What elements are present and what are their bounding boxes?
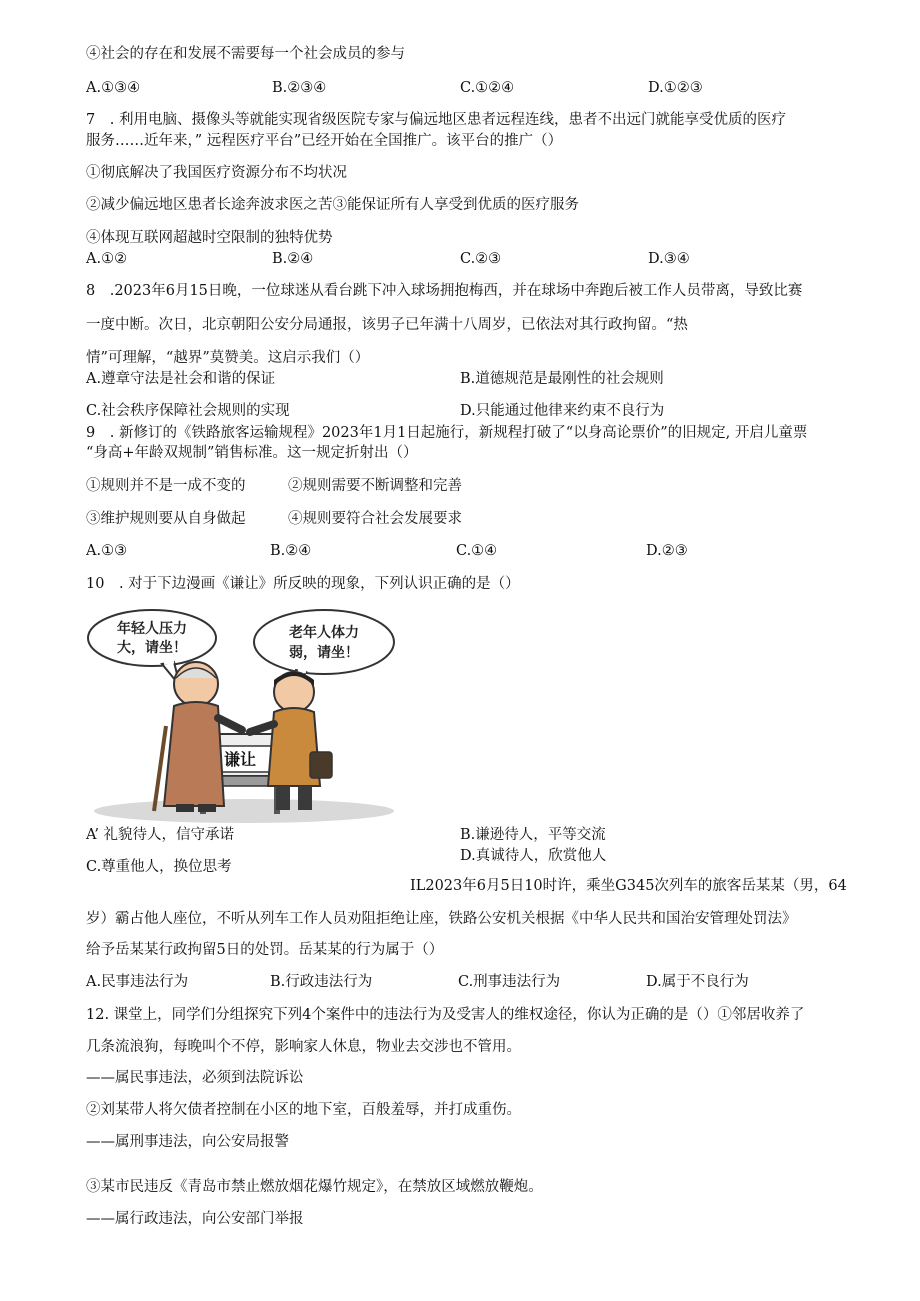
q6-option-a: A.①③④	[86, 80, 141, 96]
q11-stem-line-2: 岁）霸占他人座位，不听从列车工作人员劝阻拒绝让座，铁路公安机关根据《中华人民共和国治安管理处罚法》	[86, 911, 797, 927]
q9-item-1: ①规则并不是一成不变的	[86, 478, 246, 494]
bubble-left-line-2: 大，请坐！	[117, 639, 187, 655]
q12-answer-3: ——属行政违法，向公安部门举报	[86, 1211, 304, 1227]
q12-stem-line-2: 几条流浪狗，每晚叫个不停，影响家人休息，物业去交涉也不管用。	[86, 1039, 521, 1055]
q8-option-d: D.只能通过他律来约束不良行为	[460, 403, 665, 419]
q8-option-a: A.遵章守法是社会和谐的保证	[86, 371, 276, 387]
q8-stem-line-1: 8 .2023年6月15日晚，一位球迷从看台跳下冲入球场拥抱梅西，并在球场中奔跑后被工作人员带离，导致比赛	[86, 283, 803, 299]
q9-item-4: ④规则要符合社会发展要求	[288, 511, 462, 527]
q11-option-d: D.属于不良行为	[646, 974, 749, 990]
q7-stem-line-1: 7 . 利用电脑、摄像头等就能实现省级医院专家与偏远地区患者远程连线，患者不出远门就能享受优质的医疗	[86, 112, 786, 128]
q10-option-a: A’ 礼貌待人，信守承诺	[86, 827, 235, 843]
q11-option-b: B.行政违法行为	[270, 974, 373, 990]
q7-option-d: D.③④	[648, 251, 690, 267]
q10-option-c: C.尊重他人，换位思考	[86, 859, 232, 875]
q8-stem-line-2: 一度中断。次日，北京朝阳公安分局通报，该男子已年满十八周岁，已依法对其行政拘留。“热	[86, 317, 688, 333]
q10-option-b: B.谦逊待人，平等交流	[460, 827, 606, 843]
bubble-right-line-2: 弱，请坐！	[289, 644, 359, 660]
q10-option-d: D.真诚待人，欣赏他人	[460, 848, 607, 864]
bubble-right-line-1: 老年人体力	[289, 624, 359, 640]
q12-case-2: ②刘某带人将欠债者控制在小区的地下室，百般羞辱，并打成重伤。	[86, 1102, 521, 1118]
q11-option-c: C.刑事违法行为	[458, 974, 561, 990]
q7-item-4: ④体现互联网超越时空限制的独特优势	[86, 230, 333, 246]
q11-stem-line-3: 给予岳某某行政拘留5日的处罚。岳某某的行为属于（）	[86, 942, 444, 958]
q7-stem-line-2: 服务……近年来，” 远程医疗平台”已经开始在全国推广。该平台的推广（）	[86, 133, 563, 149]
q9-option-c: C.①④	[456, 543, 498, 559]
q9-stem-line-2: “身高+年龄双规制”销售标准。这一规定折射出（）	[86, 445, 418, 461]
q11-option-a: A.民事违法行为	[86, 974, 189, 990]
q7-option-c: C.②③	[460, 251, 502, 267]
q9-item-3: ③维护规则要从自身做起	[86, 511, 246, 527]
q6-option-b: B.②③④	[272, 80, 327, 96]
q11-stem-line-1: IL2023年6月5日10时许，乘坐G345次列车的旅客岳某某（男，64	[410, 878, 847, 894]
q6-option-c: C.①②④	[460, 80, 515, 96]
q10-stem: 10 . 对于下边漫画《谦让》所反映的现象，下列认识正确的是（）	[86, 576, 520, 592]
cartoon-qianrang	[84, 606, 402, 824]
q9-option-d: D.②③	[646, 543, 688, 559]
q8-option-c: C.社会秩序保障社会规则的实现	[86, 403, 290, 419]
q6-item-4: ④社会的存在和发展不需要每一个社会成员的参与	[86, 46, 405, 62]
q9-option-b: B.②④	[270, 543, 312, 559]
q9-item-2: ②规则需要不断调整和完善	[288, 478, 462, 494]
q9-option-a: A.①③	[86, 543, 128, 559]
q9-stem-line-1: 9 . 新修订的《铁路旅客运输规程》2023年1月1日起施行，新规程打破了“以身高论票价”的旧规定, 开启儿童票	[86, 425, 808, 441]
q7-item-2-3: ②减少偏远地区患者长途奔波求医之苦③能保证所有人享受到优质的医疗服务	[86, 197, 579, 213]
q8-option-b: B.道德规范是最刚性的社会规则	[460, 371, 664, 387]
bubble-left-line-1: 年轻人压力	[117, 620, 187, 636]
q12-case-3: ③某市民违反《青岛市禁止燃放烟花爆竹规定》，在禁放区域燃放鞭炮。	[86, 1179, 543, 1195]
q8-stem-line-3: 情”可理解，“越界”莫赞美。这启示我们（）	[86, 350, 370, 366]
q12-answer-1: ——属民事违法，必须到法院诉讼	[86, 1070, 304, 1086]
q7-option-a: A.①②	[86, 251, 128, 267]
q7-option-b: B.②④	[272, 251, 314, 267]
q7-item-1: ①彻底解决了我国医疗资源分布不均状况	[86, 165, 347, 181]
q12-stem-line-1: 12. 课堂上，同学们分组探究下列4个案件中的违法行为及受害人的维权途径，你认为正确的是（）①邻居收养了	[86, 1007, 805, 1023]
q6-option-d: D.①②③	[648, 80, 703, 96]
ground-shadow	[94, 799, 394, 823]
bench-sign: 谦让	[223, 752, 257, 769]
q12-answer-2: ——属刑事违法，向公安局报警	[86, 1134, 289, 1150]
